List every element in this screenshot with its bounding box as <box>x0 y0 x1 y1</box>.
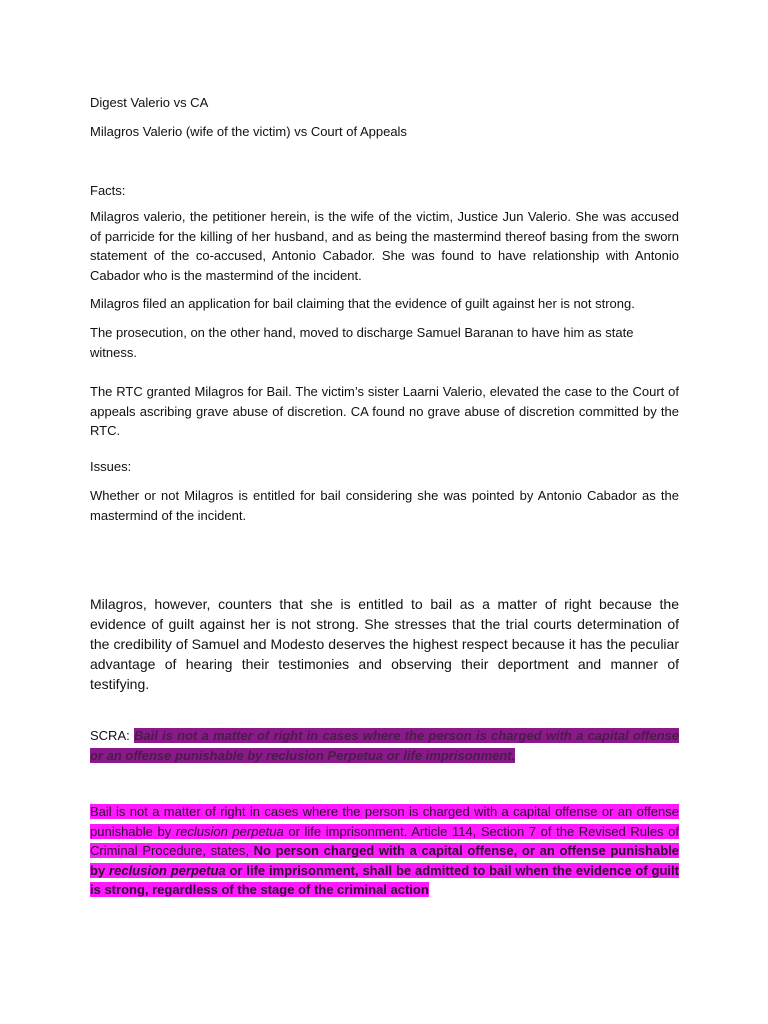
ruling-text-emphasis-1: reclusion perpetua <box>175 823 284 839</box>
facts-paragraph-3: The prosecution, on the other hand, moved to discharge Samuel Baranan to have him as state witness. <box>90 325 634 360</box>
scra-highlighted-text: Bail is not a matter of right in cases where the person is charged with a capital offense or an offense punishable by reclusion Perpetua or life imprisonment. <box>90 728 679 763</box>
doc-title: Digest Valerio vs CA <box>90 95 209 110</box>
ruling-text-bold-1: No person charged with a capital offense, or an offense punishable by <box>90 843 679 878</box>
ruling-text-bold-2: or life imprisonment, shall be admitted to bail when the evidence of guilt is strong, regardless of the stage of the criminal action <box>90 862 679 897</box>
facts-heading: Facts: <box>90 183 126 198</box>
facts-paragraph-2: Milagros filed an application for bail claiming that the evidence of guilt against her is not strong. <box>90 296 635 311</box>
facts-paragraph-4: The RTC granted Milagros for Bail. The victim’s sister Laarni Valerio, elevated the case to the Court of appeals ascribing grave abuse of discretion. CA found no grave abuse of discretion committed by the RTC. <box>90 384 679 438</box>
doc-subtitle: Milagros Valerio (wife of the victim) vs Court of Appeals <box>90 124 407 139</box>
ruling-paragraph <box>90 802 679 900</box>
scra-label: SCRA: <box>90 728 130 743</box>
ruling-text-bold-emphasis: reclusion perpetua <box>109 862 226 878</box>
ruling-text-part-1: Bail is not a matter of right in cases where the person is charged with a capital offense or an offense punishable by <box>90 804 679 839</box>
issues-paragraph: Whether or not Milagros is entitled for bail considering she was pointed by Antonio Cabador as the mastermind of the incident. <box>90 488 679 523</box>
facts-paragraph-1: Milagros valerio, the petitioner herein, is the wife of the victim, Justice Jun Valerio. She was accused of parricide for the killing of her husband, and as being the mastermind thereof basing from the sworn statement of the co-accused, Antonio Cabador. She was found to have relationship with Antonio Cabador who is the mastermind of the incident. <box>90 209 679 283</box>
issues-heading: Issues: <box>90 459 132 474</box>
ruling-text-part-2: or life imprisonment. Article 114, Section 7 of the Revised Rules of Criminal Procedure, states, <box>90 823 679 858</box>
counter-argument-paragraph: Milagros, however, counters that she is entitled to bail as a matter of right because the evidence of guilt against her is not strong. She stresses that the trial courts determination of the credibility of Samuel and Modesto deserves the highest respect because it has the peculiar advantage of hearing their testimonies and observing their deportment and manner of testifying. <box>90 596 679 692</box>
scra-paragraph <box>90 726 679 765</box>
